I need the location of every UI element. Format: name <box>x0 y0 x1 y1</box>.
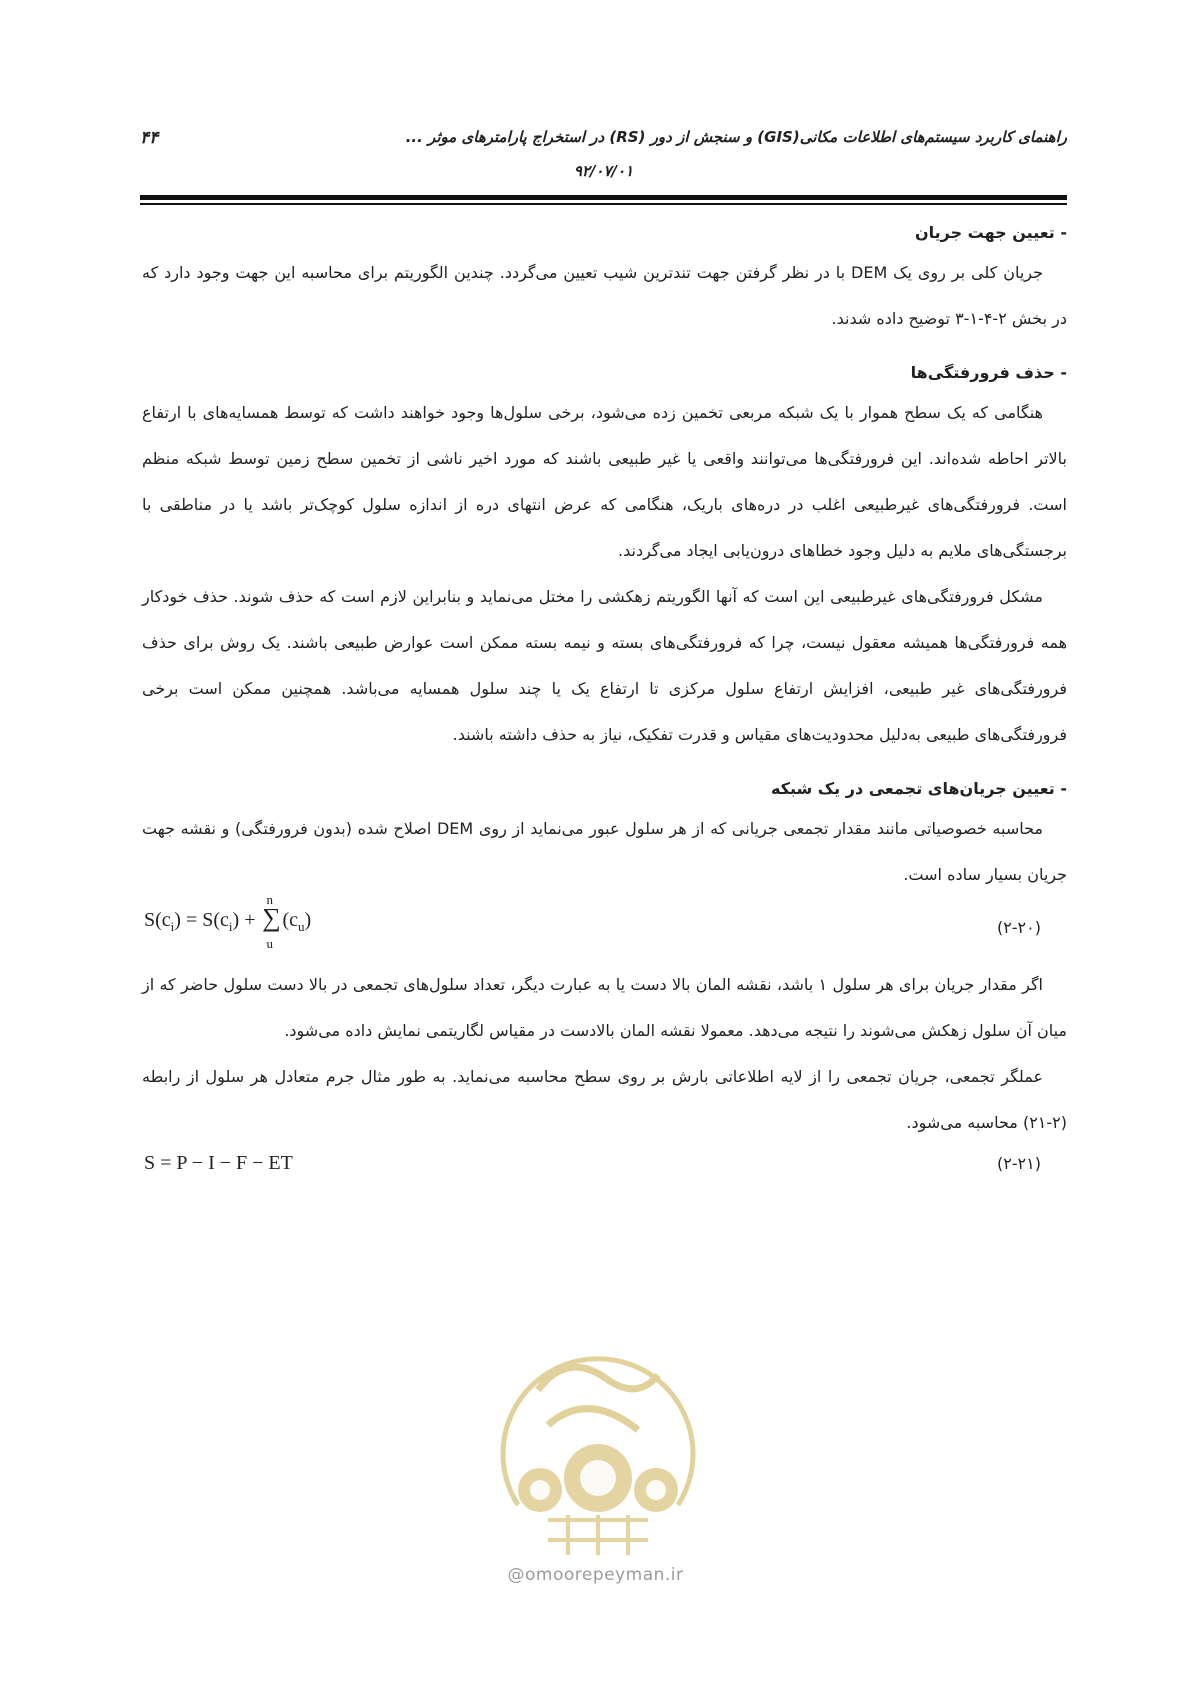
document-code: ۹۲/۰۷/۰۱ <box>573 162 634 180</box>
equation-2-20 <box>142 892 1067 962</box>
equation-formula: $S(c_i) = S(c_i)$ + n ∑ u $(c_u)$ <box>144 892 312 951</box>
paragraph: اگر مقدار جریان برای هر سلول ۱ باشد، نقشه المان بالا دست یا به عبارت دیگر، تعداد سلول‌های تجمعی در بالا دست سلول حاضر که از میان آن سلول زهکش می‌شوند را نتیجه می‌دهد. معمولا نقشه المان بالادست در مقیاس لگاریتمی نمایش داده می‌شود. <box>142 975 1067 1040</box>
paragraph: مشکل فرورفتگی‌های غیرطبیعی این است که آنها الگوریتم زهکشی را مختل می‌نماید و بنابراین لازم است که حذف شوند. حذف خودکار همه فرورفتگی‌ها همیشه معقول نیست، چرا که فرورفتگی‌های بسته و نیمه بسته ممکن است عوارض طبیعی باشند. یک روش برای حذف فرورفتگی‌های غیر طبیعی، افزایش ارتفاع سلول مرکزی تا ارتفاع یک یا چند سلول همسایه می‌باشد. همچنین ممکن است برخی فرورفتگی‌های طبیعی به‌دلیل محدودیت‌های مقیاس و قدرت تفکیک، نیاز به حذف داشته باشند. <box>142 587 1067 744</box>
equation-2-21 <box>142 1146 1067 1190</box>
watermark-url: @omoorepeyman.ir <box>507 1565 684 1585</box>
summation-symbol: n ∑ u <box>262 892 281 951</box>
section-heading-accumulation: - تعیین جریان‌های تجمعی در یک شبکه <box>770 779 1067 798</box>
paragraph: جریان کلی بر روی یک DEM با در نظر گرفتن جهت تندترین شیب تعیین می‌گردد. چندین الگوریتم برای محاسبه این جهت وجود دارد که در بخش ۲-۴-۱-۳ توضیح داده شدند. <box>142 263 1067 328</box>
paragraph: هنگامی که یک سطح هموار با یک شبکه مربعی تخمین زده می‌شود، برخی سلول‌ها وجود خواهند داشت که توسط همسایه‌های با ارتفاع بالاتر احاطه شده‌اند. این فرورفتگی‌ها می‌توانند واقعی یا غیر طبیعی باشند که مورد اخیر ناشی از تخمین سطح زمین توسط شبکه منظم است. فرورفتگی‌های غیرطبیعی اغلب در دره‌های باریک، هنگامی که عرض انتهای دره از اندازه سلول کوچک‌تر باشد یا در مناطقی با برجستگی‌های ملایم به دلیل وجود خطاهای درون‌یابی ایجاد می‌گردند. <box>142 403 1067 560</box>
paragraph: محاسبه خصوصیاتی مانند مقدار تجمعی جریانی که از هر سلول عبور می‌نماید از روی DEM اصلاح شده (بدون فرورفتگی) و نقشه جهت جریان بسیار ساده است. <box>142 819 1067 884</box>
watermark-seal-logo <box>478 1330 718 1560</box>
page-number: ۴۴ <box>140 128 159 148</box>
running-header <box>140 128 1067 180</box>
header-rule-thin <box>140 203 1067 205</box>
equation-number: (۲-۲۰) <box>996 918 1041 937</box>
header-rule-thick <box>140 195 1067 200</box>
section-heading-sink-removal: - حذف فرورفتگی‌ها <box>910 363 1067 382</box>
running-title: راهنمای کاربرد سیستم‌های اطلاعات مکانی(GIS) و سنجش از دور (RS) در استخراج پارامترهای موثر ... <box>405 128 1067 146</box>
equation-number: (۲-۲۱) <box>996 1154 1041 1173</box>
section-heading-flow-direction: - تعیین جهت جریان <box>914 223 1067 242</box>
equation-formula: S = P − I − F − ET <box>144 1152 293 1174</box>
paragraph: عملگر تجمعی، جریان تجمعی را از لایه اطلاعاتی بارش بر روی سطح محاسبه می‌نماید. به طور مثال جرم متعادل هر سلول از رابطه (۲-۲۱) محاسبه می‌شود. <box>142 1067 1067 1132</box>
body-text <box>142 212 1067 1190</box>
